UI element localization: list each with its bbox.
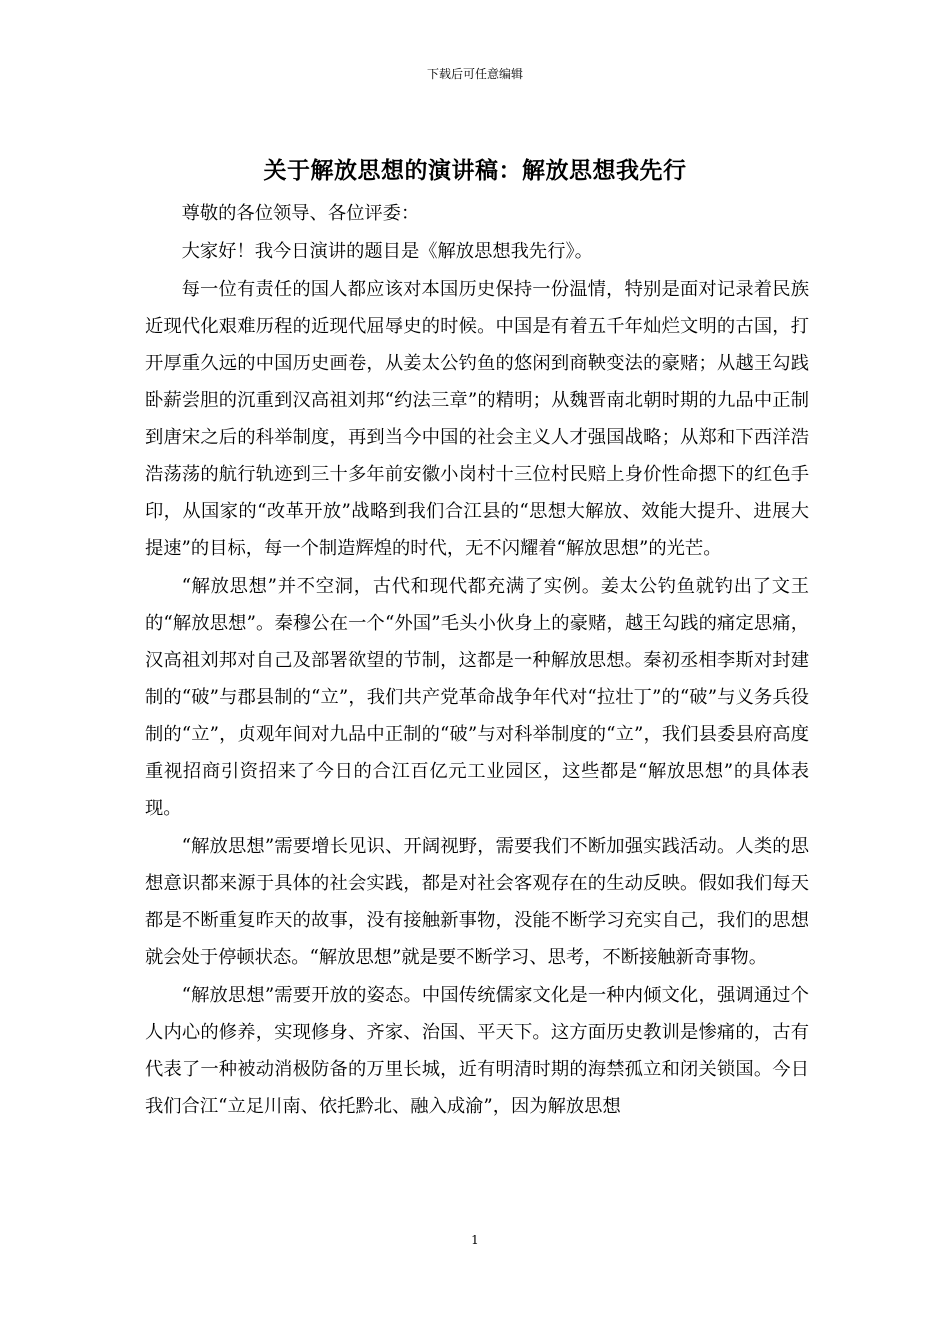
paragraph-greeting: 大家好！我今日演讲的题目是《解放思想我先行》。 bbox=[181, 241, 593, 262]
document-title: 关于解放思想的演讲稿：解放思想我先行 bbox=[263, 157, 687, 184]
paragraph: “解放思想”并不空洞，古代和现代都充满了实例。姜太公钓鱼就钓出了文王的“解放思想”。秦穆公在一个“外国”毛头小伙身上的豪赌，越王勾践的痛定思痛，汉高祖刘邦对自己及部署欲望的节制，这都是一种解放思想。秦初丞相李斯对封建制的“破”与郡县制的“立”，我们共产党革命战争年代对“拉壮丁”的“破”与义务兵役制的“立”，贞观年间对九品中正制的“破”与对科举制度的“立”，我们县委县府高度重视招商引资招来了今日的合江百亿元工业园区，这些都是“解放思想”的具体表现。 bbox=[145, 576, 809, 819]
page-number: 1 bbox=[471, 1233, 479, 1247]
paragraph-salutation: 尊敬的各位领导、各位评委： bbox=[181, 203, 420, 224]
paragraph: 每一位有责任的国人都应该对本国历史保持一份温情，特别是面对记录着民族近现代化艰难历程的近现代屈辱史的时候。中国是有着五千年灿烂文明的古国，打开厚重久远的中国历史画卷，从姜太公钓鱼的悠闲到商鞅变法的豪赌；从越王勾践卧薪尝胆的沉重到汉高祖刘邦“约法三章”的精明；从魏晋南北朝时期的九品中正制到唐宋之后的科举制度，再到当今中国的社会主义人才强国战略；从郑和下西洋浩浩荡荡的航行轨迹到三十多年前安徽小岗村十三位村民赔上身价性命摁下的红色手印，从国家的“改革开放”战略到我们合江县的“思想大解放、效能大提升、进展大提速”的目标，每一个制造辉煌的时代，无不闪耀着“解放思想”的光芒。 bbox=[145, 279, 809, 559]
document-body bbox=[145, 195, 809, 1125]
paragraph: “解放思想”需要开放的姿态。中国传统儒家文化是一种内倾文化，强调通过个人内心的修养，实现修身、齐家、治国、平天下。这方面历史教训是惨痛的，古有代表了一种被动消极防备的万里长城，近有明清时期的海禁孤立和闭关锁国。今日我们合江“立足川南、依托黔北、融入成渝”，因为解放思想 bbox=[145, 985, 809, 1117]
paragraph: “解放思想”需要增长见识、开阔视野，需要我们不断加强实践活动。人类的思想意识都来源于具体的社会实践，都是对社会客观存在的生动反映。假如我们每天都是不断重复昨天的故事，没有接触新事物，没能不断学习充实自己，我们的思想就会处于停顿状态。“解放思想”就是要不断学习、思考，不断接触新奇事物。 bbox=[145, 836, 809, 968]
page-header: 下载后可任意编辑 bbox=[426, 67, 523, 81]
